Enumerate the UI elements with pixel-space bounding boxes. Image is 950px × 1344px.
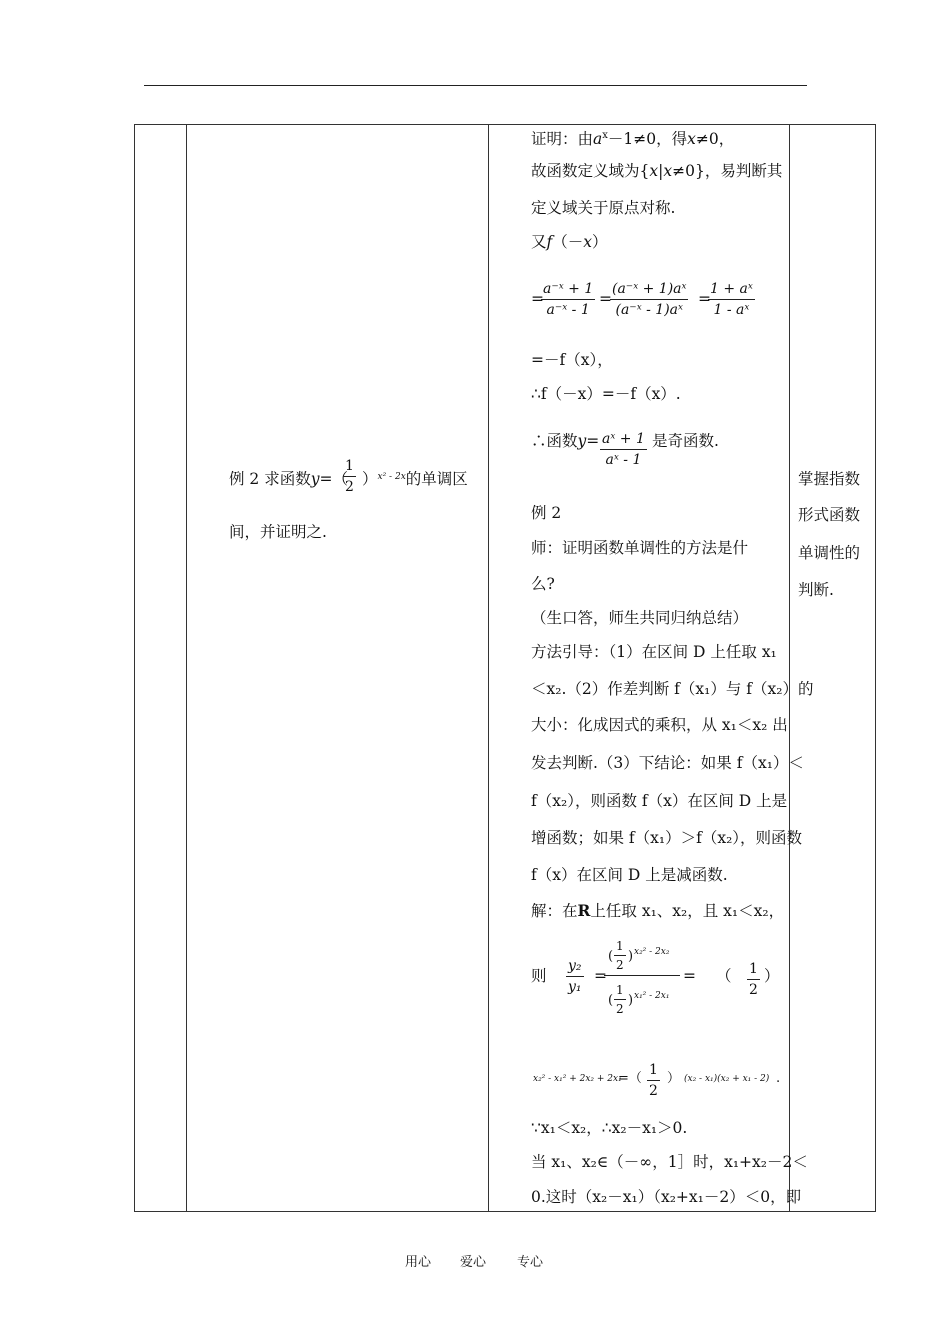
half-open: （ — [716, 967, 732, 985]
exponent-factor: (x₂ - x₁)(x₂ + x₁ - 2) — [684, 1074, 770, 1084]
half-close: ） — [764, 967, 780, 985]
example2-question-line1: 例 2 求函数y=（ — [229, 470, 348, 488]
ratio-eq: = — [594, 967, 607, 985]
column-divider-3 — [789, 124, 790, 1212]
proof-line7: ∴f（－x）=－f（x）. — [531, 385, 681, 403]
half-fraction: $\frac{1}{2}$ — [749, 961, 758, 998]
proof-eq-start: = — [531, 290, 544, 308]
conclusion-line2: 当 x₁、x₂∈（－∞，1］时，x₁+x₂－2＜ — [531, 1153, 808, 1171]
example2-base-fraction: $\frac{1}{2}$ — [345, 458, 354, 495]
proof-line2: 故函数定义域为{x|x≠0}，易判断其 — [531, 162, 783, 180]
example2-label: 例 2 — [531, 504, 562, 522]
exponent-eq: =（ — [618, 1071, 642, 1086]
goal-line1: 掌握指数 — [798, 470, 861, 488]
proof-eq-3: = — [698, 290, 711, 308]
proof-eq-2: = — [599, 290, 612, 308]
example2-question-line2: 间，并证明之. — [229, 523, 327, 541]
method-line2: ＜x₂.（2）作差判断 f（x₁）与 f（x₂）的 — [531, 680, 814, 698]
method-line5: f（x₂），则函数 f（x）在区间 D 上是 — [531, 792, 788, 810]
conclusion-line1: ∵x₁＜x₂，∴x₂－x₁＞0. — [531, 1119, 688, 1137]
exponent-half: $\frac{1}{2}$ — [649, 1062, 658, 1099]
header-rule — [144, 85, 807, 86]
conclusion-line3: 0.这时（x₂－x₁）（x₂+x₁－2）＜0，即 — [531, 1188, 802, 1206]
footer-text-2: 爱心 — [460, 1255, 487, 1270]
method-line1: 方法引导：（1）在区间 D 上任取 x₁ — [531, 643, 777, 661]
proof-line6: =－f（x）， — [531, 351, 613, 369]
ratio-fraction: $\frac{\text{y₂}}{\text{y₁}}$ — [568, 958, 582, 995]
footer-text-1: 用心 — [405, 1255, 432, 1270]
proof-fraction-4: $\frac{\text{aˣ + 1}}{\text{aˣ - 1}}$ — [602, 431, 645, 468]
solution-line1: 解：在R上任取 x₁、x₂，且 x₁＜x₂， — [531, 901, 785, 920]
exponent-end: . — [776, 1071, 781, 1086]
proof-fraction-2: $\frac{\text{(a⁻ˣ + 1)aˣ}}{\text{(a⁻ˣ - 1)aˣ}}$ — [612, 281, 687, 318]
column-divider-1 — [186, 124, 187, 1212]
proof-fraction-1: $\frac{\text{a⁻ˣ + 1}}{\text{a⁻ˣ - 1}}$ — [543, 281, 594, 318]
method-line3: 大小：化成因式的乘积，从 x₁＜x₂ 出 — [531, 716, 788, 734]
student-answer-note: （生口答，师生共同归纳总结） — [531, 609, 749, 627]
proof-line4: 又f（－x） — [531, 233, 608, 251]
teacher-question: 师：证明函数单调性的方法是什 — [531, 539, 749, 557]
power-numerator-base: $\frac{1}{2}$ — [616, 939, 624, 972]
proof-line3: 定义域关于原点对称. — [531, 199, 676, 217]
goal-line3: 单调性的 — [798, 544, 861, 562]
teacher-question-cont: 么? — [531, 575, 555, 593]
proof-line8-end: 是奇函数. — [652, 432, 719, 450]
ratio-eq2: = — [683, 967, 696, 985]
proof-line1: 证明：由$a^x-1\ne 0$，得x≠0， — [531, 130, 735, 148]
lesson-table — [134, 124, 876, 1212]
exponent-expression: x₂² - x₁² + 2x₂ + 2x₁ — [533, 1074, 622, 1084]
power-denominator-base: $\frac{1}{2}$ — [616, 983, 624, 1016]
column-divider-2 — [488, 124, 489, 1212]
example2-question-close: ）$^{x^2 - 2x}$的单调区 — [362, 470, 468, 488]
goal-line4: 判断. — [798, 581, 834, 599]
exponent-close: ） — [667, 1071, 681, 1086]
cell-mark — [186, 124, 202, 125]
solution-then: 则 — [531, 967, 547, 985]
goal-line2: 形式函数 — [798, 506, 861, 524]
method-line7: f（x）在区间 D 上是减函数. — [531, 866, 728, 884]
method-line6: 增函数；如果 f（x₁）＞f（x₂），则函数 — [531, 829, 803, 847]
proof-line8: ∴函数y= — [531, 432, 600, 450]
method-line4: 发去判断.（3）下结论：如果 f（x₁）＜ — [531, 754, 804, 772]
footer-text-3: 专心 — [517, 1255, 544, 1270]
proof-fraction-3: $\frac{\text{1 + aˣ}}{\text{1 - aˣ}}$ — [710, 281, 753, 318]
